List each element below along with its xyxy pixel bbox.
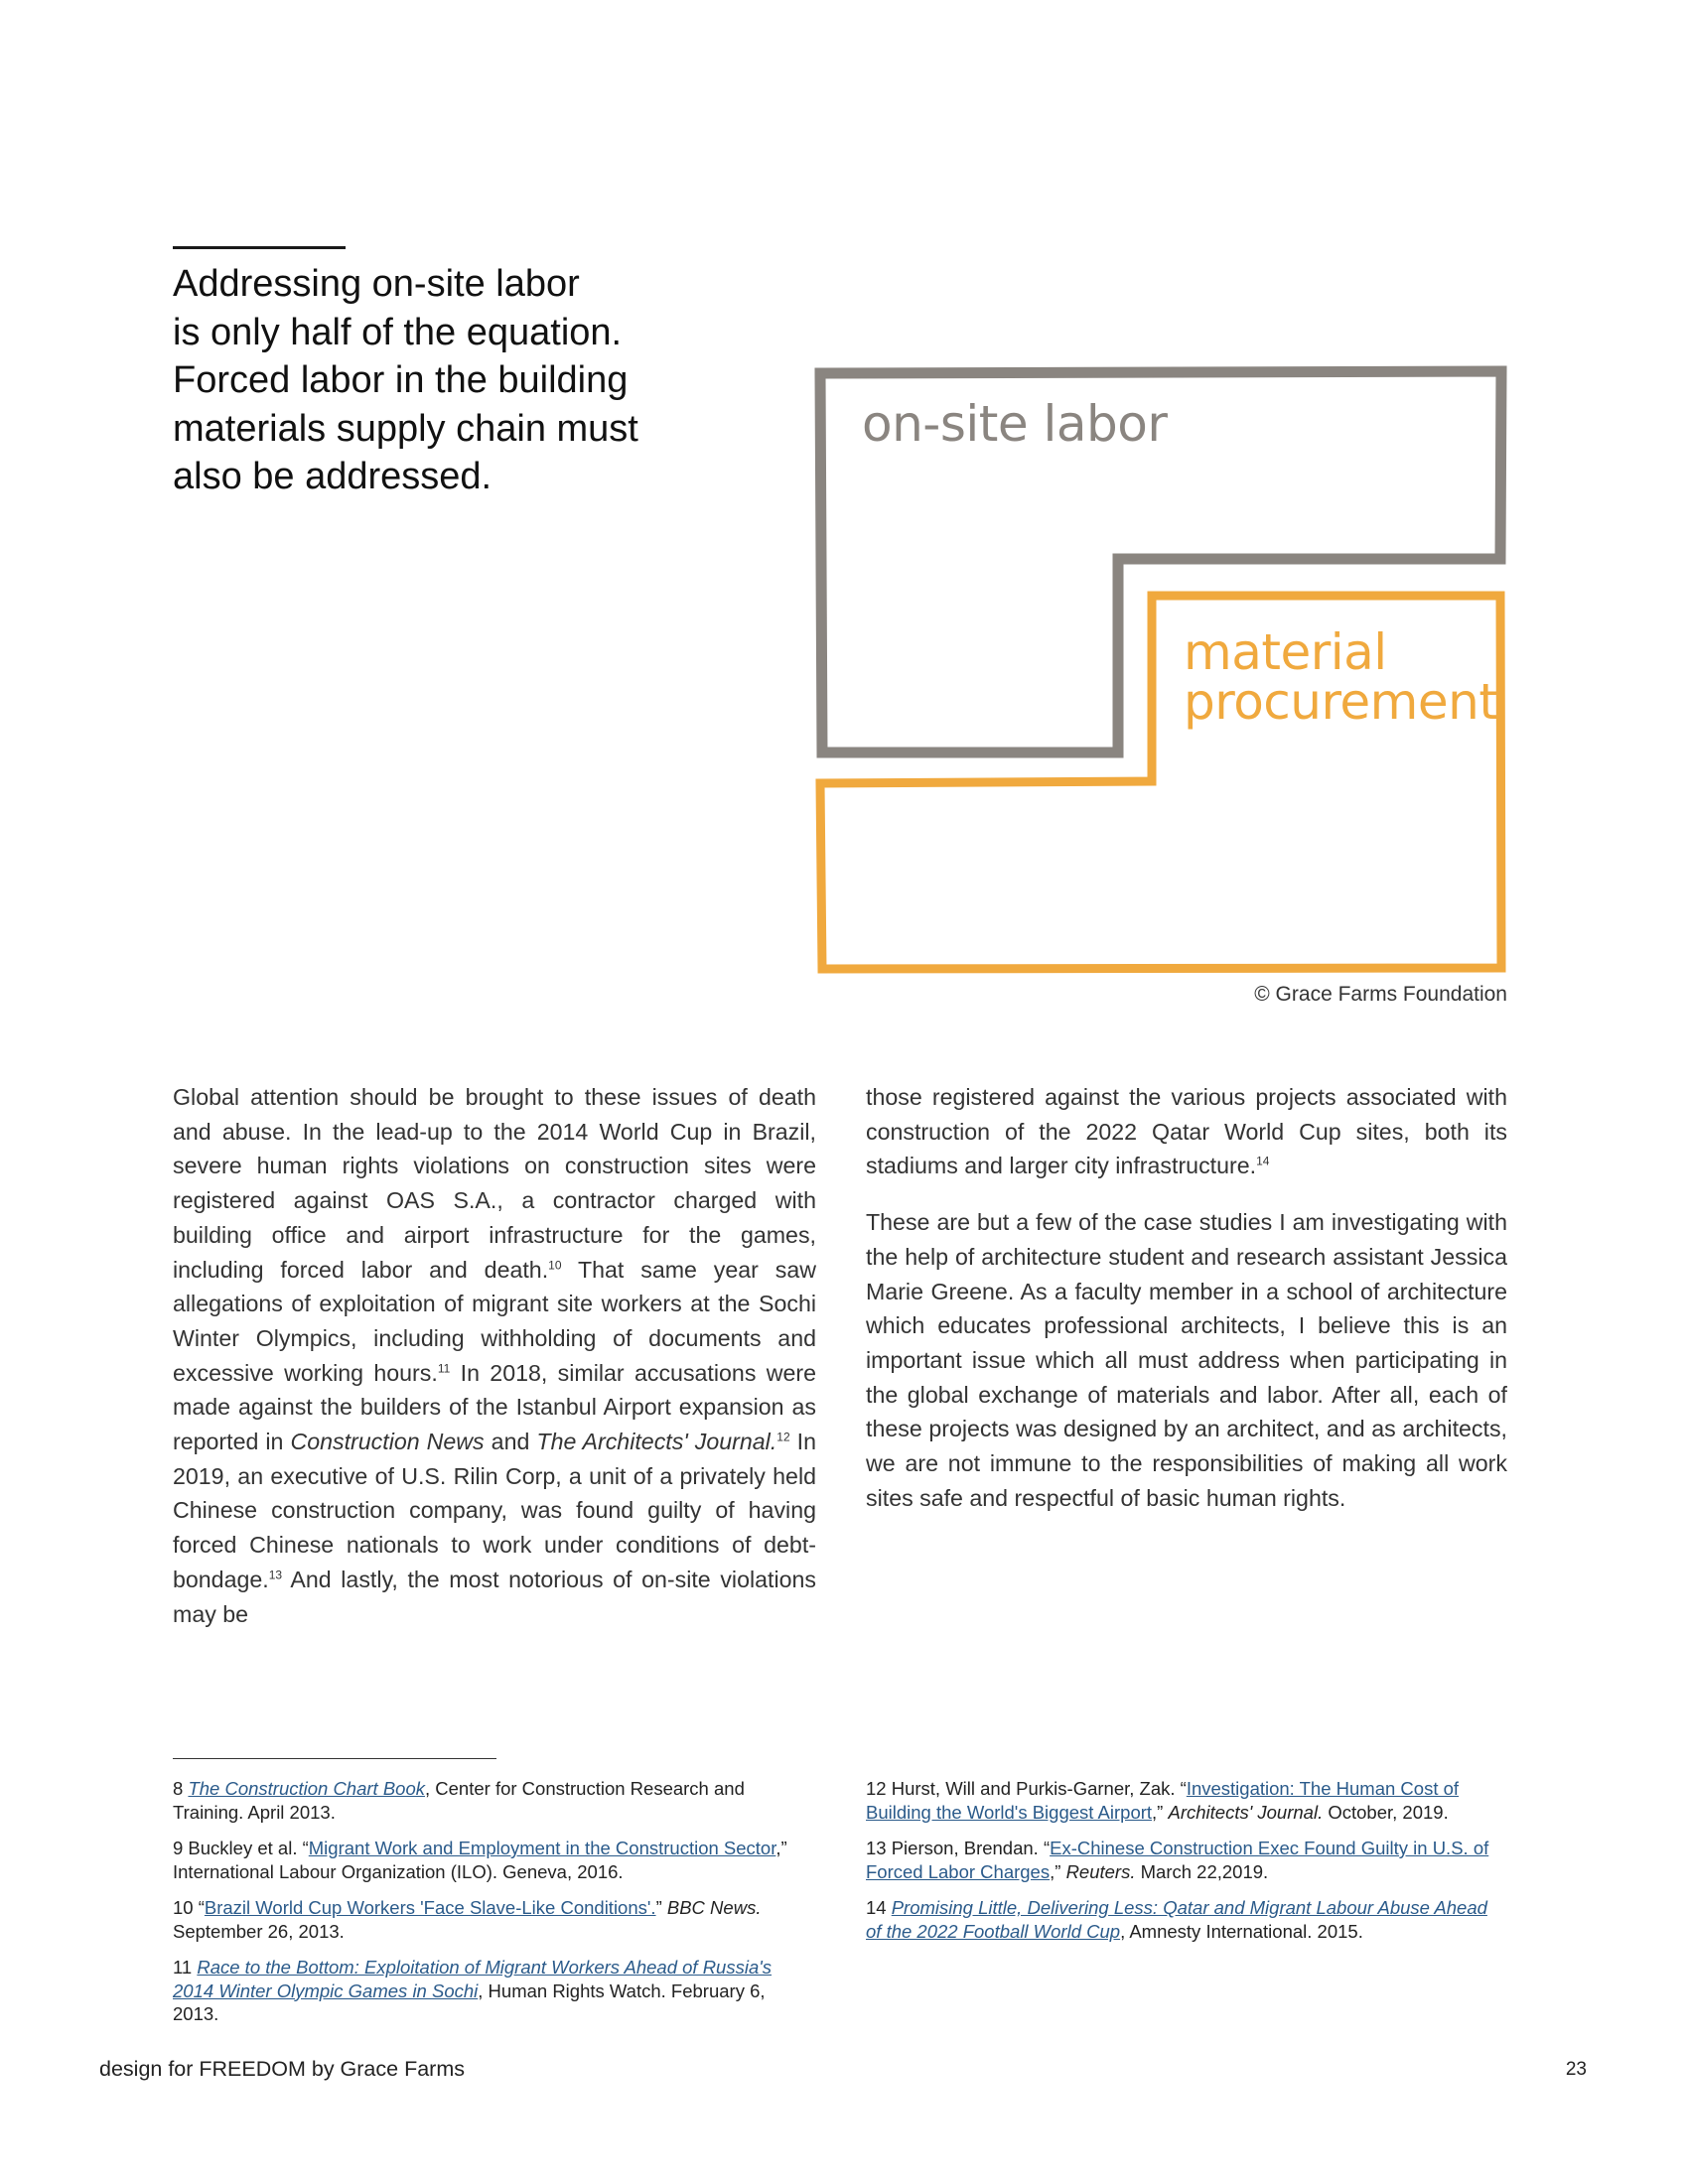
body-column-right [866, 1080, 1507, 1532]
footnote-text: ,” [1050, 1860, 1066, 1882]
body-text: In 2019, an executive of U.S. Rilin Corp, a unit of a privately held Chinese construction company, was found guilty of having forced Chinese nationals to work under conditions of debt-bondage. [173, 1429, 817, 1592]
footnote-number: 11 [173, 1957, 193, 1978]
on-site-labor-label: on-site labor [862, 395, 1168, 453]
pull-quote-rule [173, 246, 346, 249]
footnote-9 [173, 1837, 808, 1883]
pull-quote-line: materials supply chain must [173, 407, 638, 450]
publication-title: The Architects' Journal. [536, 1429, 777, 1455]
footnote-publication: BBC News. [666, 1897, 762, 1918]
footnote-text: 12 Hurst, Will and Purkis-Garner, Zak. “ [866, 1778, 1187, 1799]
footnote-publication: Architects' Journal. [1168, 1801, 1324, 1823]
page-number: 23 [1565, 2059, 1587, 2080]
body-text: In 2018, similar accusations were made against the builders of the Istanbul Airport expansion as reported in [173, 1359, 817, 1455]
footnote-link[interactable]: Promising Little, Delivering Less: Qatar and Migrant Labour Abuse Ahead of the 2022 Football World Cup [866, 1897, 1487, 1942]
footnote-12 [866, 1777, 1501, 1824]
footnote-text: ,” International Labour Organization (ILO). Geneva, 2016. [173, 1838, 787, 1882]
pull-quote-line: is only half of the equation. [173, 311, 623, 353]
footnote-number: 8 [173, 1778, 184, 1799]
body-paragraph [173, 1080, 816, 1631]
material-procurement-label-line2: procurement [1184, 673, 1498, 731]
pull-quote [173, 260, 689, 501]
footnote-text: , Center for Construction Research and Training. April 2013. [173, 1778, 745, 1823]
footnote-10 [173, 1896, 808, 1943]
body-text: That same year saw allegations of exploitation of migrant site workers at the Sochi Winter Olympics, including withholding of documents and excessive working hours. [173, 1256, 816, 1386]
body-text: And lastly, the most notorious of on-site violations may be [173, 1566, 816, 1627]
footnote-13 [866, 1837, 1501, 1883]
pull-quote-line: also be addressed. [173, 456, 492, 497]
footnote-8 [173, 1777, 808, 1824]
footnote-text: , Human Rights Watch. February 6, 2013. [173, 1979, 766, 2024]
footnote-text: September 26, 2013. [173, 1920, 345, 1942]
body-text: Global attention should be brought to these issues of death and abuse. In the lead-up to the 2014 World Cup in Brazil, severe human rights violations on construction sites were registered against OAS S.A., a contractor charged with building office and airport infrastructure for the games, including forced labor and death. [173, 1084, 816, 1283]
footnote-ref: 14 [1256, 1154, 1270, 1168]
body-text: and [484, 1429, 537, 1455]
material-procurement-label [1184, 623, 1498, 731]
footnote-publication: Reuters. [1065, 1860, 1136, 1882]
footnote-text: October, 2019. [1323, 1801, 1449, 1823]
body-paragraph [866, 1080, 1507, 1183]
footnote-text: 10 “ [173, 1897, 205, 1918]
footnote-14 [866, 1896, 1501, 1943]
footnotes-left [173, 1777, 808, 2039]
publication-title: Construction News [290, 1429, 485, 1455]
footnote-ref: 11 [437, 1360, 451, 1375]
footnote-text: ” [655, 1897, 667, 1918]
footnote-text: 13 Pierson, Brendan. “ [866, 1838, 1051, 1858]
footnote-link[interactable]: Ex-Chinese Construction Exec Found Guilty in U.S. of Forced Labor Charges [866, 1838, 1489, 1882]
footnote-link[interactable]: Investigation: The Human Cost of Building the World's Biggest Airport [866, 1778, 1460, 1823]
body-column-left [173, 1080, 816, 1648]
footnote-link[interactable]: The Construction Chart Book [188, 1778, 425, 1799]
body-paragraph: These are but a few of the case studies I am investigating with the help of architecture student and research assistant Jessica Marie Greene. As a faculty member in a school of architecture which educates professional architects, I believe this is an important issue which all must address when participating in the global exchange of materials and labor. After all, each of these projects was designed by an architect, and as architects, we are not immune to the responsibilities of making all work sites safe and respectful of basic human rights. [866, 1209, 1507, 1511]
footnote-text: March 22,2019. [1135, 1860, 1269, 1882]
body-text: those registered against the various projects associated with construction of the 2022 Qatar World Cup sites, both its stadiums and larger city infrastructure. [866, 1084, 1507, 1179]
footnotes-right [866, 1777, 1501, 1956]
image-credit: © Grace Farms Foundation [1254, 983, 1507, 1006]
footer-title: design for FREEDOM by Grace Farms [99, 2057, 465, 2081]
footnote-number: 14 [866, 1897, 887, 1918]
footnote-text: ,” [1152, 1801, 1169, 1823]
pull-quote-line: Forced labor in the building [173, 359, 629, 401]
material-procurement-label-line1: material [1184, 623, 1387, 681]
footnote-ref: 13 [268, 1568, 283, 1582]
footnote-ref: 12 [776, 1430, 790, 1444]
footnote-link[interactable]: Race to the Bottom: Exploitation of Migrant Workers Ahead of Russia's 2014 Winter Olympic Games in Sochi [173, 1957, 773, 2001]
footnote-link[interactable]: Migrant Work and Employment in the Construction Sector [308, 1838, 776, 1858]
footnote-11 [173, 1956, 808, 2026]
footnote-rule [173, 1758, 496, 1759]
footnote-text: , Amnesty International. 2015. [1120, 1920, 1363, 1942]
footnote-ref: 10 [548, 1257, 562, 1272]
pull-quote-line: Addressing on-site labor [173, 263, 580, 305]
footnote-text: 9 Buckley et al. “ [173, 1838, 309, 1858]
footnote-link[interactable]: Brazil World Cup Workers 'Face Slave-Like Conditions'. [204, 1897, 656, 1918]
